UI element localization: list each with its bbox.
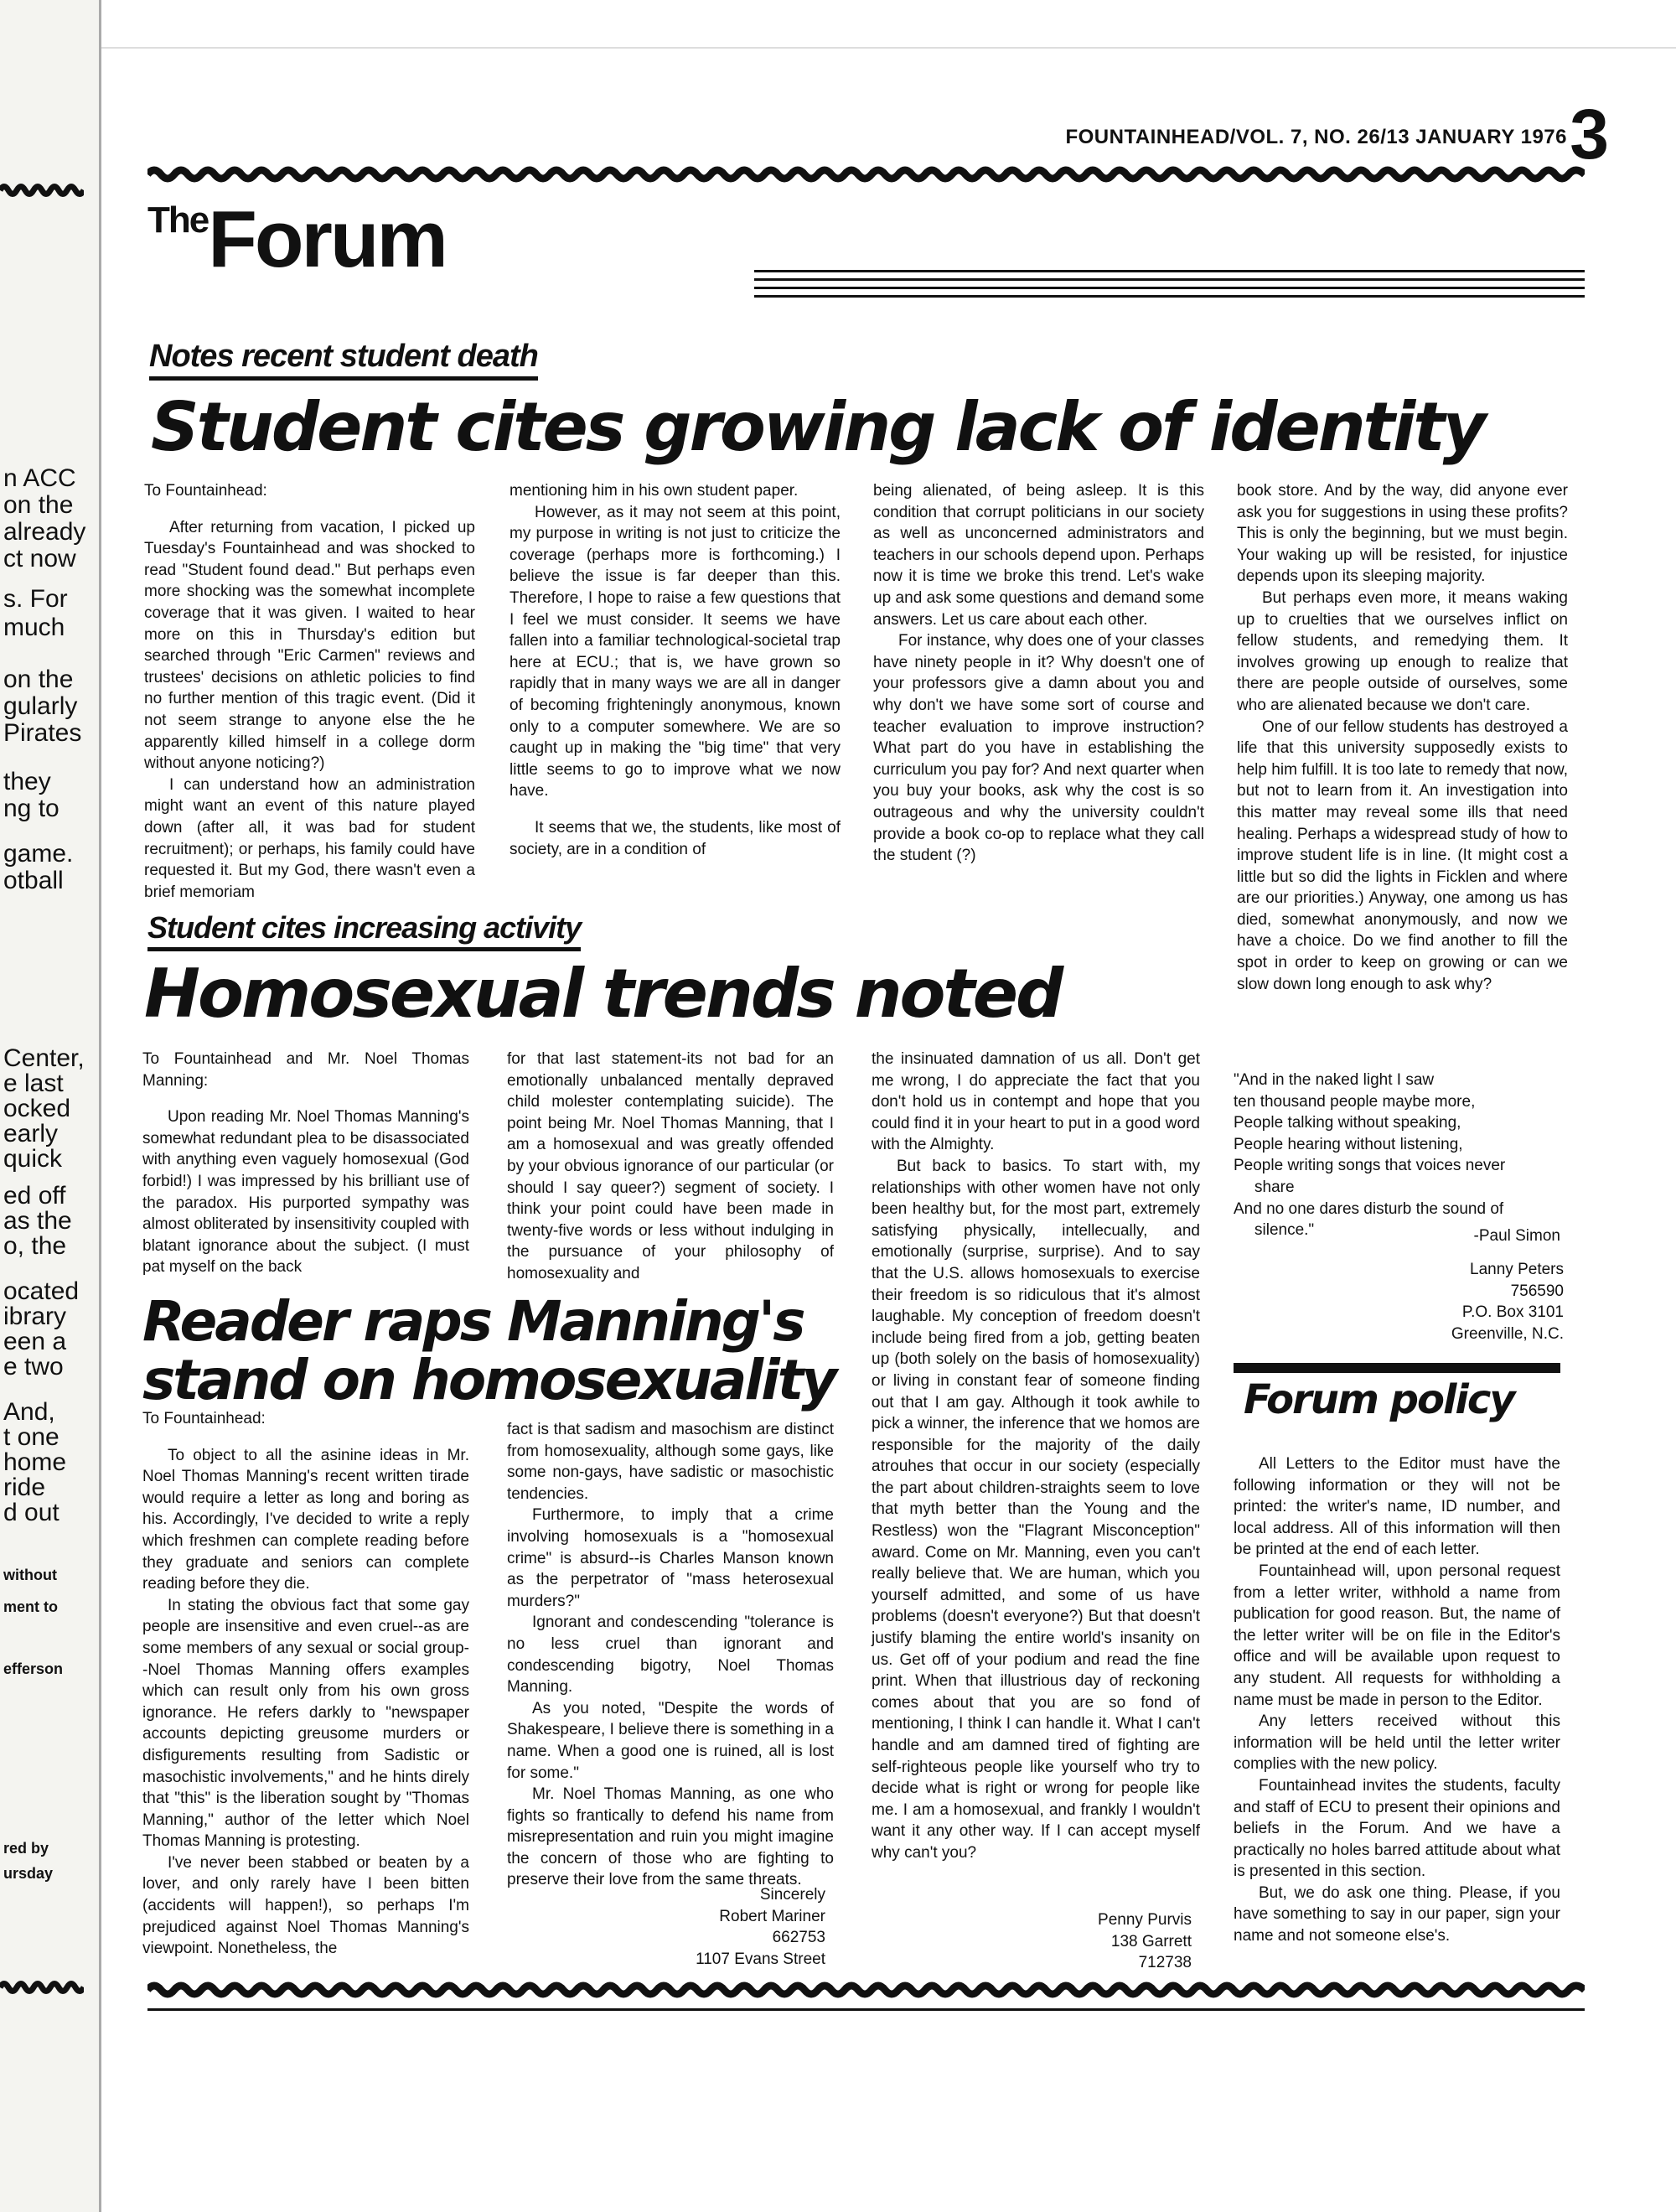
edge-text: ed off [3, 1182, 66, 1210]
page-number: 3 [1570, 95, 1609, 174]
salutation: To Fountainhead: [142, 1410, 266, 1427]
divider [754, 278, 1585, 281]
page-top-edge [99, 47, 1676, 49]
edge-text: quick [3, 1145, 63, 1173]
edge-text: o, the [3, 1232, 67, 1260]
article2-signature [972, 1909, 1192, 1974]
article3-column-1 [142, 1408, 469, 1960]
paragraph: It seems that we, the students, like most of society, are in a condition of [510, 818, 841, 858]
paragraph: Furthermore, to imply that a crime involving homosexuals is a "homosexual crime" is absurd--is Charles Manson known as the perpetrator of "mass heterosexual murders?" [507, 1506, 834, 1610]
poem-quote [1234, 1070, 1585, 1241]
edge-text: ct now [3, 545, 76, 572]
article1-column-3 [873, 480, 1204, 867]
paragraph: One of our fellow students has destroyed a life that this university supposedly exists to help him fulfill. It is too late to remedy that now, but not to learn from it. An investigation into this matter may reveal some ills that need healing. Perhaps a widespread study of how to improve student life is in line. (It might cost a little but so did the lights in Ficklen and where are our priorities.) Anyway, one among us has died, somewhat anonymously, and now we have a choice. Do we find another to fill the spot in order to keep on growing or can we slow down long enough to ask why? [1237, 717, 1568, 993]
article2-column-2 [507, 1049, 834, 1285]
policy-title: Forum policy [1244, 1376, 1514, 1423]
paragraph: Fountainhead invites the students, faculty and staff of ECU to present their opinions and beliefs in the Forum. And we have a practically no holes barred attitude about what is presented in this section. [1234, 1776, 1560, 1881]
edge-text: ment to [3, 1598, 58, 1615]
edge-text: game. [3, 840, 74, 868]
divider [754, 287, 1585, 289]
policy-top-rule [1234, 1363, 1560, 1373]
bottom-rule [147, 2008, 1585, 2011]
paragraph: Upon reading Mr. Noel Thomas Manning's somewhat redundant plea to be disassociated with anything even vaguely homosexual (God forbid!) I was impressed by his brilliant use of the paradox. His purported sympathy was almost obliterated by insensitivity coupled with blatant ignorance about the subject. (I must pat myself on the back [142, 1108, 469, 1277]
edge-text: ibrary [3, 1303, 67, 1330]
edge-text: And, [3, 1398, 55, 1426]
paragraph: book store. And by the way, did anyone ever ask you for suggestions in using these profits? This is only the beginning, but we must begin. Your waking up will be resisted, for injustice depends upon its sleeping majority. [1237, 482, 1568, 586]
paragraph: But perhaps even more, it means waking up to cruelties that we ourselves inflict on fellow students, and remedying them. It involves growing up enough to realize that there are people outside of ourselves, some who are alienated because we don't care. [1237, 588, 1568, 714]
edge-text: s. For [3, 585, 68, 613]
edge-text: Pirates [3, 719, 82, 747]
edge-wavy-rule [0, 183, 84, 198]
paragraph: Ignorant and condescending "tolerance is no less cruel than ignorant and condescending bigotry, Noel Thomas Manning. [507, 1614, 834, 1697]
edge-text: n ACC [3, 464, 76, 492]
edge-text: as the [3, 1207, 72, 1235]
edge-text: e last [3, 1070, 64, 1097]
paragraph: mentioning him in his own student paper. [510, 482, 799, 500]
paragraph: But, we do ask one thing. Please, if you have something to say in our paper, sign your name and not someone else's. [1234, 1883, 1560, 1945]
signature-address: P.O. Box 3101 [1461, 1303, 1564, 1322]
article3-signature [612, 1884, 825, 1970]
edge-text: without [3, 1567, 57, 1583]
section-logo-title: Forum [208, 194, 446, 284]
article2-kicker: Student cites increasing activity [147, 910, 581, 951]
article1-column-1 [144, 480, 475, 903]
edge-text: d out [3, 1499, 59, 1526]
edge-text: ng to [3, 795, 59, 822]
paragraph: for that last statement-its not bad for an emotionally unbalanced mentally depraved child molester contemplating suicide). The point being Mr. Noel Thomas Manning, that I am a homosexual and was greatly offended by your obvious ignorance of our particular (or should I say queer?) segment of society. I think your point could have been made in twenty-five words or less without indulging in the pursuance of your philosophy of homosexuality and [507, 1050, 834, 1282]
article1-signature [1307, 1259, 1564, 1344]
poem-line: And no one dares disturb the sound of [1234, 1199, 1504, 1218]
edge-text: e two [3, 1353, 64, 1381]
poem-credit: -Paul Simon [1473, 1227, 1560, 1245]
signature-closing: Sincerely [759, 1886, 825, 1904]
poem-line: "And in the naked light I saw [1234, 1071, 1435, 1089]
paragraph: For instance, why does one of your classes have ninety people in it? Why doesn't one of your professors give a damn about you and why don't we have some sort of course and teacher evaluation to improve instruction? What part do you have in establishing the curriculum you pay for? And next quarter when you buy your books, ask why the cost is so outrageous and why the university couldn't provide a book co-op to replace what they call the student (?) [873, 632, 1204, 865]
section-logo-the: The [147, 199, 209, 241]
paragraph: fact is that sadism and masochism are distinct from homosexuality, although some gays, like some non-gays, have sadistic or masochistic tendencies. [507, 1421, 834, 1503]
paragraph: Any letters received without this information will be held until the letter writer complies with the new policy. [1234, 1712, 1560, 1774]
paragraph: After returning from vacation, I picked up Tuesday's Fountainhead and was shocked to read "Student found dead." But perhaps even more shocking was the somewhat incomplete coverage that it was given. I waited to hear more on this in Thursday's edition but searched through "Eric Carmen" reviews and trustees' decisions on athletic policies to find no further mention of this tragic event. (Did it not seem strange to anyone else the he apparently killed himself in a college dorm without anyone noticing?) [144, 518, 475, 773]
edge-text: gularly [3, 692, 78, 720]
salutation: To Fountainhead and Mr. Noel Thomas Manning: [142, 1050, 469, 1090]
divider [754, 295, 1585, 298]
paragraph: In stating the obvious fact that some gay people are insensitive and even cruel--as are some members of any sexual or social group--Noel Thomas Manning offers examples which can result only from his own gross ignorance. He refers darkly to "newspaper accounts depicting greusome murders or disfigurements resulting from Sadistic or masochistic involvements," and he hints direly that "this" is the liberation sought by "Thomas Manning," author of the letter which Noel Thomas Manning is protesting. [142, 1596, 469, 1851]
edge-text: much [3, 614, 65, 641]
paragraph: I've never been stabbed or beaten by a lover, and only rarely have I been bitten (accidents will happen!), so perhaps I'm prejudiced against Noel Thomas Manning's viewpoint. Nonetheless, the [142, 1853, 469, 1958]
paragraph: Fountainhead will, upon personal request from a letter writer, withhold a name from publication for good reason. But, the name of the letter writer will be on file in the Editor's office and will be available upon request to any student. All requests for withholding a name must be made in person to the Editor. [1234, 1562, 1560, 1709]
article3-headline-line-1: Reader raps Manning's [142, 1289, 804, 1354]
edge-text: otball [3, 867, 64, 894]
signature-name: Lanny Peters [1470, 1261, 1564, 1278]
article1-column-2 [510, 480, 841, 860]
signature-city: Greenville, N.C. [1451, 1324, 1564, 1343]
issue-header: FOUNTAINHEAD/VOL. 7, NO. 26/13 JANUARY 1976 [1065, 126, 1567, 148]
edge-text: they [3, 768, 51, 795]
poem-line: share [1254, 1178, 1295, 1196]
paragraph: being alienated, of being asleep. It is this condition that corrupt politicians in our society as well as unconcerned administrators and teachers in our schools depend upon. Perhaps now it is time we broke this trend. Let's wake up and ask some questions and demand some answers. Let us care about each other. [873, 482, 1204, 629]
edge-text: een a [3, 1328, 67, 1355]
signature-id: 756590 [1510, 1282, 1564, 1300]
article1-headline: Student cites growing lack of identity [151, 388, 1484, 466]
article1-column-4 [1237, 480, 1568, 995]
article1-kicker: Notes recent student death [149, 339, 538, 381]
divider [754, 270, 1585, 272]
poem-line: People hearing without listening, [1234, 1135, 1463, 1153]
top-wavy-rule [147, 164, 1585, 184]
edge-text: ursday [3, 1865, 54, 1882]
signature-name: Penny Purvis [1098, 1911, 1192, 1929]
paragraph: However, as it may not seem at this point, my purpose in writing is not just to criticize the coverage (perhaps more is forthcoming.) I believe the issue is far deeper than this. Therefore, I hope to raise a few questions that I feel we must consider. It seems we have fallen into a familiar technological-societal trap here at ECU.; that is, we have grown so rapidly that in many ways we are all in danger of becoming frighteningly anonymous, known only to a computer somewhere. We are so caught up in making the "big time" that very little seems to go to improve what we now have. [510, 503, 841, 800]
poem-line: ten thousand people maybe more, [1234, 1092, 1476, 1111]
signature-id: 712738 [1138, 1954, 1192, 1972]
edge-wavy-rule [0, 1980, 84, 1995]
poem-line: silence." [1254, 1221, 1315, 1240]
paragraph: But back to basics. To start with, my relationships with other women have not only been healthy but, for the most part, extremely satisfying physically, intellecually, and emotionally (surprise, surprise). And to say that the U.S. allows homosexuals to exercise their freedom is so ridiculous that it's almost laughable. My conception of freedom doesn't include being fired from a job, getting beaten up (both solely on the basis of homosexuality) or living in constant fear of someone finding out that I am gay. Although it took awhile to pick a winner, the inference that we homos are responsible for the majority of the daily atrouhes that occur in our society (especially the part about children-straights seem to love that myth better than the Young and the Restless) won the "Flagrant Misconception" award. Come on Mr. Manning, even you can't really believe that. We are human, which you yourself admitted, and some of us have problems (doesn't everyone?) But that doesn't justify blaming the entire world's insanity on us. Get off of your podium and read the fine print. When that illustrious day of reckoning comes about that you are so fond of mentioning, I think I can handle it. What I can't handle and am damned tired of fighting are self-righteous people like yourself who try to decide what is right or wrong for people like me. I am a homosexual, and frankly I wouldn't want it any other way. If I can accept myself why can't you? [872, 1157, 1200, 1862]
article2-column-3 [872, 1049, 1200, 1864]
article3-column-2 [507, 1419, 834, 1891]
article2-column-1 [142, 1049, 469, 1278]
edge-text: t one [3, 1423, 59, 1451]
paragraph: To object to all the asinine ideas in Mr. Noel Thomas Manning's recent written tirade would require a letter as long and boring as his. Accordingly, I've decided to write a reply which freshmen can complete reading before they graduate and seniors can complete reading before they die. [142, 1446, 469, 1593]
paragraph: the insinuated damnation of us all. Don't get me wrong, I do appreciate the fact that you don't hold us in contempt and hope that you could find it in your heart to put in a good word with the Almighty. [872, 1050, 1200, 1154]
edge-text: early [3, 1120, 59, 1147]
edge-text: ride [3, 1474, 46, 1501]
bottom-wavy-rule [147, 1980, 1585, 2000]
paragraph: All Letters to the Editor must have the following information or they will not be printed: the writer's name, ID number, and local address. All of this information will then be printed at the end of each letter. [1234, 1455, 1560, 1559]
edge-text: ocked [3, 1095, 71, 1122]
signature-address: 138 Garrett [1110, 1932, 1192, 1950]
paragraph: Mr. Noel Thomas Manning, as one who fights so frantically to defend his name from misrepresentation and ruin you might imagine the concern of those who are fighting to preserve their love from the same threats. [507, 1785, 834, 1889]
paragraph: I can understand how an administration might want an event of this nature played down (after all, it was bad for student recruitment); or perhaps, his family could have requested it. But my God, there wasn't even a brief memoriam [144, 775, 475, 901]
edge-text: Center, [3, 1044, 85, 1072]
edge-text: on the [3, 666, 74, 693]
signature-address: 1107 Evans Street [696, 1950, 825, 1968]
edge-text: efferson [3, 1660, 64, 1677]
edge-text: on the [3, 491, 74, 519]
edge-text: ocated [3, 1277, 80, 1305]
article3-headline-line-2: stand on homosexuality [142, 1348, 835, 1412]
section-logo [147, 194, 446, 284]
paragraph: As you noted, "Despite the words of Shakespeare, I believe there is something in a name. When a good one is ruined, all is lost for some." [507, 1699, 834, 1782]
signature-name: Robert Mariner [719, 1907, 825, 1925]
edge-text: red by [3, 1840, 49, 1857]
signature-id: 662753 [772, 1929, 825, 1947]
poem-line: People writing songs that voices never [1234, 1157, 1506, 1175]
article2-headline: Homosexual trends noted [144, 955, 1062, 1033]
poem-line: People talking without speaking, [1234, 1114, 1461, 1132]
edge-text: already [3, 518, 86, 546]
edge-text: home [3, 1448, 67, 1476]
salutation: To Fountainhead: [144, 482, 267, 500]
adjacent-page-edge [0, 0, 101, 2212]
policy-body [1234, 1453, 1560, 1947]
